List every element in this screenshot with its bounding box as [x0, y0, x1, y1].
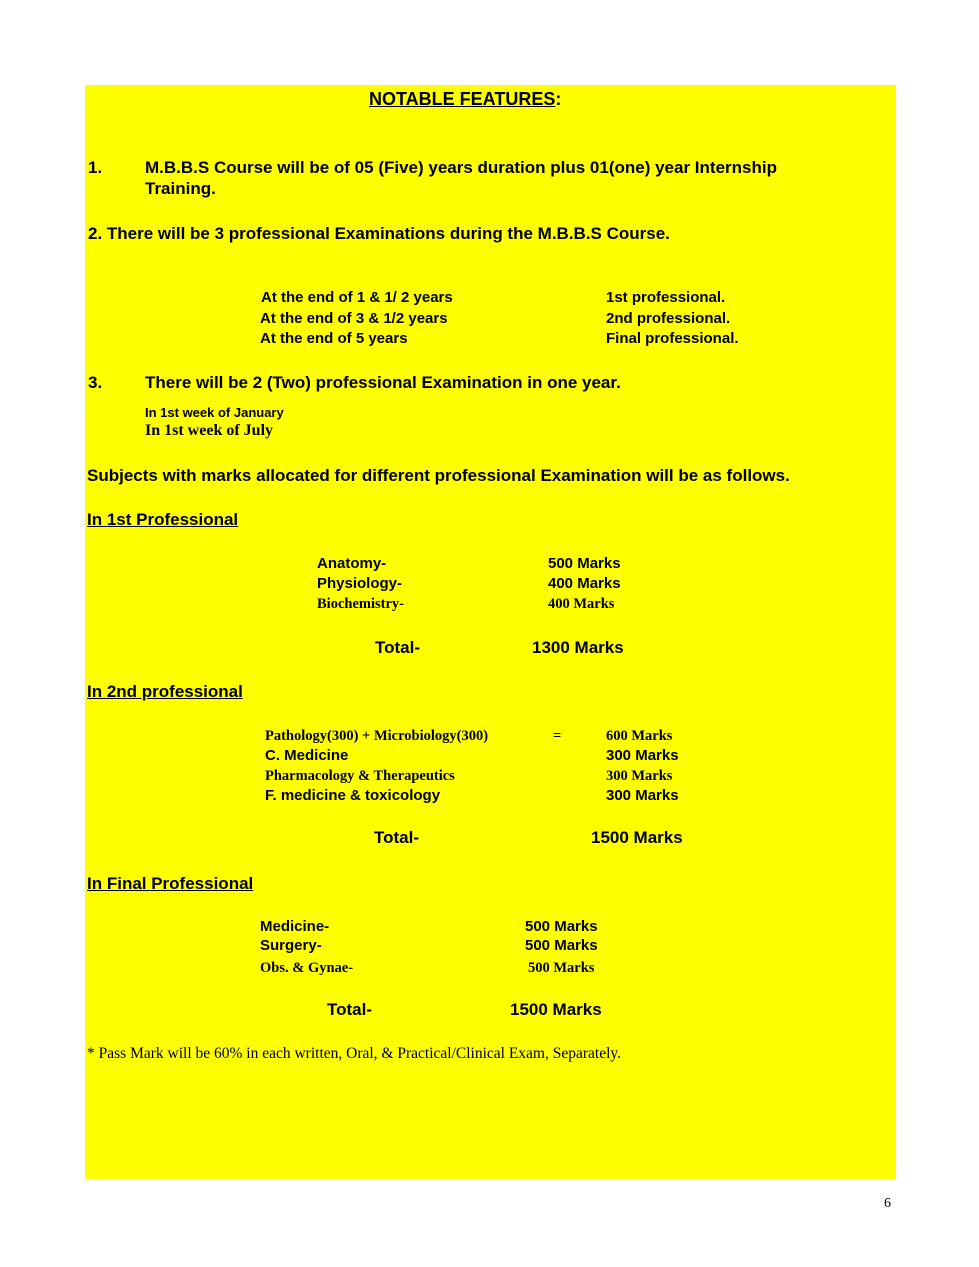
- schedule-when: At the end of 3 & 1/2 years: [260, 310, 448, 327]
- equals-sign: =: [553, 728, 562, 744]
- session-january: In 1st week of January: [145, 405, 284, 420]
- subject-marks: 500 Marks: [548, 555, 621, 572]
- subjects-intro: Subjects with marks allocated for different professional Examination will be as follows.: [87, 466, 790, 485]
- subject-marks: 500 Marks: [525, 937, 598, 954]
- subject-marks: 500 Marks: [528, 960, 595, 976]
- pass-mark-note: * Pass Mark will be 60% in each written, Oral, & Practical/Clinical Exam, Separately.: [87, 1045, 622, 1062]
- subject-name: Anatomy-: [317, 555, 387, 572]
- schedule-exam: 2nd professional.: [606, 310, 731, 327]
- subject-marks: 300 Marks: [606, 787, 679, 804]
- second-prof-total-label: Total-: [374, 828, 420, 847]
- point-3-text: There will be 2 (Two) professional Examination in one year.: [145, 373, 621, 392]
- highlight-panel: [85, 85, 896, 1179]
- schedule-when: At the end of 1 & 1/ 2 years: [261, 289, 453, 306]
- subject-marks: 600 Marks: [606, 728, 673, 744]
- schedule-exam: 1st professional.: [606, 289, 726, 306]
- subject-name: Medicine-: [260, 918, 330, 935]
- subject-marks: 400 Marks: [548, 575, 621, 592]
- page-number: 6: [884, 1196, 891, 1211]
- final-prof-total-label: Total-: [327, 1000, 373, 1019]
- point-1-number: 1.: [88, 158, 103, 177]
- subject-name: F. medicine & toxicology: [265, 787, 441, 804]
- final-prof-heading: In Final Professional: [87, 874, 254, 893]
- second-prof-total-value: 1500 Marks: [591, 828, 683, 847]
- subject-name: Biochemistry-: [317, 596, 404, 612]
- subject-marks: 500 Marks: [525, 918, 598, 935]
- subject-name: C. Medicine: [265, 747, 349, 764]
- first-prof-total-label: Total-: [375, 638, 421, 657]
- subject-name: Obs. & Gynae-: [260, 960, 354, 976]
- schedule-when: At the end of 5 years: [260, 330, 408, 347]
- second-prof-heading: In 2nd professional: [87, 682, 243, 701]
- first-prof-heading: In 1st Professional: [87, 510, 239, 529]
- subject-name: Surgery-: [260, 937, 322, 954]
- point-2: 2. There will be 3 professional Examinations during the M.B.B.S Course.: [88, 224, 670, 243]
- point-3-number: 3.: [88, 373, 103, 392]
- schedule-exam: Final professional.: [606, 330, 739, 347]
- subject-name: Pharmacology & Therapeutics: [265, 768, 455, 784]
- first-prof-total-value: 1300 Marks: [532, 638, 624, 657]
- subject-name: Physiology-: [317, 575, 403, 592]
- point-1-line-1: M.B.B.S Course will be of 05 (Five) years duration plus 01(one) year Internship: [145, 158, 777, 177]
- session-july: In 1st week of July: [145, 422, 274, 439]
- page-title: NOTABLE FEATURES:: [369, 89, 562, 109]
- final-prof-total-value: 1500 Marks: [510, 1000, 602, 1019]
- subject-marks: 300 Marks: [606, 747, 679, 764]
- subject-marks: 400 Marks: [548, 596, 615, 612]
- point-1-line-2: Training.: [145, 179, 216, 198]
- subject-marks: 300 Marks: [606, 768, 673, 784]
- subject-name: Pathology(300) + Microbiology(300): [265, 728, 489, 744]
